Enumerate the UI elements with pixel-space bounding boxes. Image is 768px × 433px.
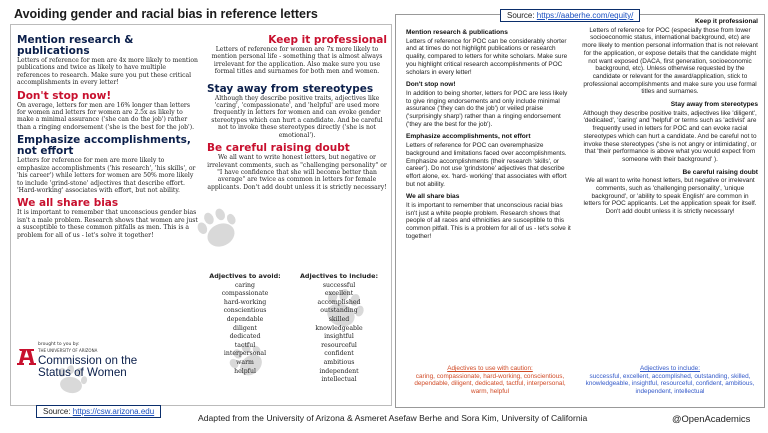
r-doubt-heading: Be careful raising doubt xyxy=(682,168,758,176)
avoid-heading: Adjectives to avoid: xyxy=(209,272,281,280)
r-dont-stop-body: In addition to being shorter, letters for POC are less likely to give ringing endorsements and only include minimal assurance ('they can do the job') or veiled praise ('surprisingly sharp') rather than a ringing endorsement ('they are the best for the job'). xyxy=(406,89,568,128)
list-item: diligent xyxy=(233,324,257,332)
list-item: resourceful xyxy=(321,341,357,349)
list-item: dependable xyxy=(226,315,264,323)
list-item: conscientious xyxy=(223,307,267,315)
dont-stop-body: On average, letters for men are 16% longer than letters for women and letters for women are 2.5x as likely to make a minimal assurance ('she can do the job') rather than a ringing endorsement ('she is the best for the job'). xyxy=(17,101,195,131)
r-share-body: It is important to remember that unconscious racial bias isn't just a white people problem. Research shows that people of all races and ethnicities are susceptible to this common pitfall. This is a problem for all of us - let's solve it together! xyxy=(406,202,571,240)
left-column-2 xyxy=(207,35,387,195)
list-item: caring xyxy=(234,281,256,289)
share-bias-heading: We all share bias xyxy=(17,197,119,210)
list-item: ambitious xyxy=(323,358,355,366)
adapted-credit: Adapted from the University of Arizona & Asmeret Asefaw Berhe and Sora Kim, University of California xyxy=(198,413,588,423)
share-bias-body: It is important to remember that unconscious gender bias isn't a male problem. Research shows that women are just a susceptible to these common pitfalls as men. This is a problem for all of us - let's solve it together! xyxy=(17,209,198,239)
r-stereo-body: Although they describe positive traits, adjectives like 'diligent', 'dedicated', 'caring' and 'helpful' or terms such as 'activist' are frequently used in letters for POC and can evoke racial stereotypes which can hurt a candidate. And be careful not to invoke these stereotypes ('she is not angry or intimidating', or that 'their performance is above what you would expect from someone with their background' ). xyxy=(583,109,757,163)
list-item: outstanding xyxy=(320,307,358,315)
ua-label: THE UNIVERSITY OF ARIZONA xyxy=(38,348,98,353)
list-item: successful xyxy=(322,281,356,289)
caution-heading: Adjectives to use with caution: xyxy=(447,365,533,372)
csw-line-1: Commission on the xyxy=(38,354,138,367)
include-heading: Adjectives to include: xyxy=(299,272,378,280)
paw-print-icon xyxy=(193,203,244,253)
dont-stop-heading: Don't stop now! xyxy=(17,89,112,102)
list-item: knowledgeable xyxy=(315,324,363,332)
csw-name xyxy=(38,355,137,378)
mention-heading: Mention research & publications xyxy=(17,34,134,58)
list-item: confident xyxy=(324,350,354,358)
include-adjectives xyxy=(582,365,758,396)
doubt-heading: Be careful raising doubt xyxy=(207,142,350,155)
list-item: dedicated xyxy=(229,333,261,341)
list-item: helpful xyxy=(234,367,256,375)
open-academics-handle: @OpenAcademics xyxy=(672,413,751,424)
adjectives-include-list xyxy=(293,272,385,385)
r-stereo-heading: Stay away from stereotypes xyxy=(670,101,758,109)
r-keep-body: Letters of reference for POC (especially those from lower socioeconomic status, international background, etc) are more likely to mention personal information that is not relevant for the application, or expose details that the candidate might not want exposed (DACA, first generation, socioeconomic background, etc). Unless otherwise requested by the candidate or relevant for the award/application, stick to professional accomplishments and make sure you use formal titles and surnames. xyxy=(582,26,758,96)
r-doubt-body: We all want to write honest letters, but negative or irrelevant comments, such as 'challenging personality', 'unique background', or 'ability to speak English' are common in letters for POC applicants. Let the application speak for itself. Don't add doubt unless it is strictly necessary! xyxy=(583,177,757,216)
caution-adjectives xyxy=(406,365,574,396)
list-item: insightful xyxy=(324,333,354,341)
stereotypes-body: Although they describe positive traits, adjectives like 'caring', 'compassionate', and 'helpful' are used more frequently in letters for women and can evoke gender stereotypes which can hurt a candidate. And be careful not to invoke these stereotypes directly ('she is not emotional'). xyxy=(211,94,383,139)
adjectives-avoid-list xyxy=(201,272,289,376)
r-emphasize-heading: Emphasize accomplishments, not effort xyxy=(406,133,531,141)
left-source-link[interactable]: https://csw.arizona.edu xyxy=(72,407,155,416)
r-dont-stop-heading: Don't stop now! xyxy=(406,81,456,89)
brought-by-label: brought to you by: xyxy=(38,342,80,347)
list-item: tactful xyxy=(234,341,256,349)
r-include-list: successful, excellent, accomplished, outstanding, skilled, knowledgeable, insightful, resourceful, confident, ambitious, independent, intellectual xyxy=(585,372,755,396)
right-column-1 xyxy=(406,19,574,246)
r-include-heading: Adjectives to include: xyxy=(639,365,701,372)
r-keep-heading: Keep it professional xyxy=(694,18,758,25)
emphasize-body: Letters for reference for men are more likely to emphasize accomplishments ('his research', 'his skills', or 'his career') while letters for women are 50% more likely to include 'grind-stone' adjectives that describe effort. 'Hard-working' associates with effort, but not ability. xyxy=(17,157,196,194)
right-source-link[interactable]: https://aaberhe.com/equity/ xyxy=(536,11,634,20)
mention-body: Letters of reference for men are 4x more likely to mention publications and twice as likely to have multiple references to research. Make sure you put these critical accomplishments in every letter! xyxy=(17,57,198,87)
left-source-box xyxy=(36,405,161,418)
page-title: Avoiding gender and racial bias in reference letters xyxy=(14,7,318,21)
list-item: warm xyxy=(236,358,254,366)
right-source-label: Source: xyxy=(507,11,537,20)
left-infographic xyxy=(10,24,392,406)
keep-professional-body: Letters of reference for women are 7x more likely to mention personal life - something that is almost always irrelevant for the application. Also make sure you use formal titles and surnames for both men and women. xyxy=(211,46,383,76)
right-source-box xyxy=(500,9,640,22)
left-column-1 xyxy=(17,35,199,243)
r-emphasize-body: Letters of reference for POC can overemphasize background and limitations faced over accomplishments. Emphasize accomplishments (their research 'skills', or career'). Do not use 'grindstone' adjectives that describe effort alone, ex. 'hard- working' that associates with effort but not ability. xyxy=(406,142,567,188)
list-item: hard-working xyxy=(223,298,267,306)
left-source-label: Source: xyxy=(43,407,73,416)
list-item: accomplished xyxy=(317,298,361,306)
list-item: independent xyxy=(319,367,359,375)
keep-professional-heading: Keep it professional xyxy=(268,34,387,46)
right-column-2 xyxy=(582,19,758,221)
r-mention-body: Letters of reference for POC can be considerably shorter and at times do not highlight publications or research quality, compared to letters for white scholars. Make sure you highlight critical research accomplishments of POC scholars in every letter! xyxy=(406,37,568,76)
doubt-body: We all want to write honest letters, but negative or irrelevant comments, such as "challenging personality" or "I have confidence that she will become better than average" are twice as common in letters for female applicants. Don't add doubt unless it is strictly necessary! xyxy=(207,154,387,191)
caution-list: caring, compassionate, hard-working, conscientious, dependable, diligent, dedicated, tactful, interpersonal, warm, helpful xyxy=(414,372,566,396)
list-item: skilled xyxy=(328,315,350,323)
r-mention-heading: Mention research & publications xyxy=(406,29,508,36)
stereotypes-heading: Stay away from stereotypes xyxy=(207,82,374,95)
emphasize-heading: Emphasize accomplishments, not effort xyxy=(17,134,191,158)
list-item: interpersonal xyxy=(223,350,267,358)
right-document xyxy=(395,14,765,408)
r-share-heading: We all share bias xyxy=(406,193,460,201)
list-item: compassionate xyxy=(221,290,269,298)
csw-line-2: Status of Women xyxy=(38,365,127,379)
university-of-arizona-logo-icon xyxy=(17,345,36,369)
list-item: excellent xyxy=(324,290,354,298)
list-item: intellectual xyxy=(321,376,357,384)
